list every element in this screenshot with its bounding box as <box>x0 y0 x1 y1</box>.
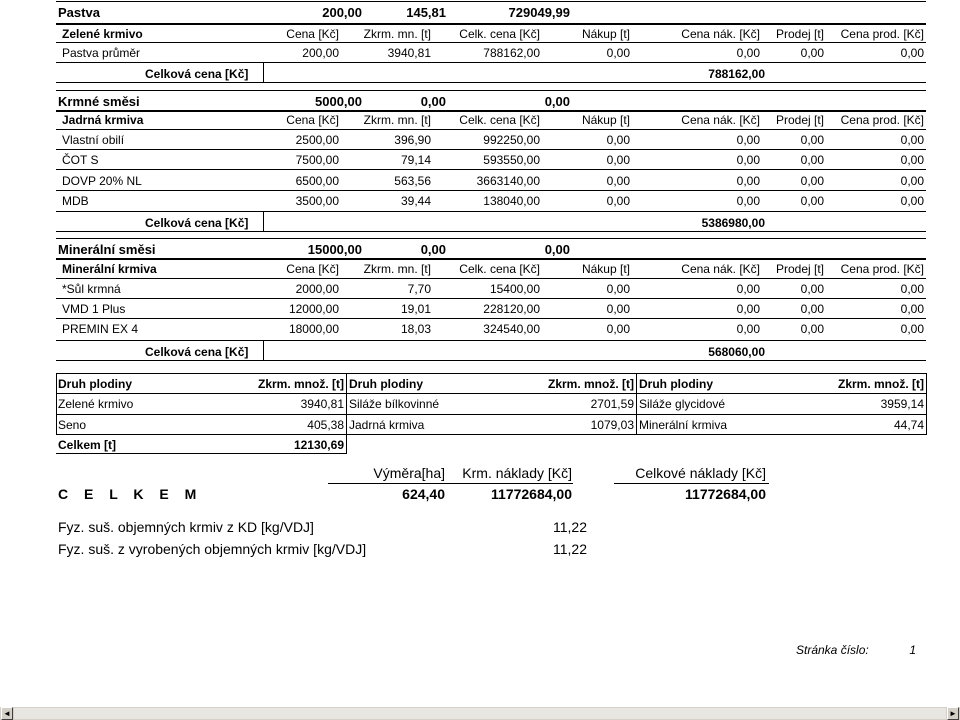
row-value: 0,00 <box>736 302 760 316</box>
rule <box>56 414 926 415</box>
rule <box>614 483 769 484</box>
summary-amount: 3959,14 <box>880 397 924 411</box>
column-header: Celkové náklady [Kč] <box>635 465 766 481</box>
summary-total-value: 12130,69 <box>293 438 344 452</box>
celkem-krm-naklady: 11772684,00 <box>491 486 572 502</box>
column-header: Celk. cena [Kč] <box>459 27 540 41</box>
row-value: 12000,00 <box>288 302 339 316</box>
rule <box>56 453 347 454</box>
column-header: Zkrm. mn. [t] <box>363 113 431 127</box>
separator <box>263 62 264 82</box>
section-value: 145,81 <box>406 5 446 20</box>
rule <box>56 340 926 341</box>
row-value: 0,00 <box>800 282 824 296</box>
row-value: 0,00 <box>900 194 924 208</box>
row-value: 563,56 <box>394 174 431 188</box>
row-value: 324540,00 <box>483 322 540 336</box>
rule <box>56 238 926 239</box>
separator <box>263 211 264 231</box>
row-value: 0,00 <box>736 174 760 188</box>
rule <box>56 298 926 299</box>
summary-header: Zkrm. množ. [t] <box>548 377 634 391</box>
rule <box>56 110 926 112</box>
column-header: Nákup [t] <box>581 262 630 276</box>
section-title: Minerální směsi <box>58 242 156 257</box>
separator <box>346 373 347 435</box>
row-value: 0,00 <box>606 322 630 336</box>
column-header: Prodej [t] <box>775 27 824 41</box>
summary-header: Zkrm. množ. [t] <box>838 377 924 391</box>
summary-crop: Siláže bílkovinné <box>349 397 440 411</box>
metric-value: 11,22 <box>553 519 587 535</box>
row-value: 0,00 <box>900 46 924 60</box>
row-name: ČOT S <box>62 153 99 167</box>
row-value: 0,00 <box>606 133 630 147</box>
column-header: Prodej [t] <box>775 113 824 127</box>
row-name: *Sůl krmná <box>62 282 121 296</box>
row-value: 7500,00 <box>295 153 339 167</box>
total-label: Celková cena [Kč] <box>145 345 249 359</box>
scroll-right-button[interactable] <box>947 707 959 720</box>
page-label: Stránka číslo: <box>796 643 869 657</box>
summary-header: Druh plodiny <box>639 377 713 391</box>
rule <box>56 82 926 83</box>
column-header: Cena [Kč] <box>286 262 339 276</box>
row-value: 788162,00 <box>483 46 540 60</box>
column-header: Zkrm. mn. [t] <box>363 27 431 41</box>
rule <box>56 393 926 394</box>
row-value: 3500,00 <box>295 194 339 208</box>
section-value: 5000,00 <box>315 94 362 109</box>
column-header: Cena prod. [Kč] <box>840 27 924 41</box>
column-header: Zkrm. mn. [t] <box>363 262 431 276</box>
rule <box>56 278 926 279</box>
metric-label: Fyz. suš. objemných krmiv z KD [kg/VDJ] <box>58 519 314 535</box>
row-value: 0,00 <box>606 302 630 316</box>
metric-label: Fyz. suš. z vyrobených objemných krmiv [kg/VDJ] <box>58 541 367 557</box>
section-value: 200,00 <box>322 5 362 20</box>
row-value: 0,00 <box>736 133 760 147</box>
row-value: 15400,00 <box>489 282 540 296</box>
row-value: 0,00 <box>736 194 760 208</box>
row-value: 3663140,00 <box>476 174 540 188</box>
column-header: Cena [Kč] <box>286 27 339 41</box>
column-header: Celk. cena [Kč] <box>459 113 540 127</box>
row-value: 0,00 <box>736 282 760 296</box>
row-value: 0,00 <box>800 46 824 60</box>
rule <box>56 231 926 232</box>
summary-crop: Zelené krmivo <box>58 397 134 411</box>
column-header: Krm. náklady [Kč] <box>462 465 572 481</box>
summary-box <box>56 373 927 435</box>
row-value: 0,00 <box>900 302 924 316</box>
column-header: Výměra[ha] <box>373 465 445 481</box>
row-value: 0,00 <box>606 153 630 167</box>
section-value: 15000,00 <box>307 242 362 257</box>
rule <box>56 42 926 43</box>
row-value: 992250,00 <box>483 133 540 147</box>
row-name: PREMIN EX 4 <box>62 322 139 336</box>
row-value: 0,00 <box>900 174 924 188</box>
row-value: 7,70 <box>407 282 431 296</box>
row-value: 6500,00 <box>295 174 339 188</box>
rule <box>328 483 573 484</box>
row-value: 18,03 <box>400 322 431 336</box>
left-arrow-icon: ◄ <box>3 709 11 718</box>
total-value: 5386980,00 <box>701 216 765 230</box>
column-header: Celk. cena [Kč] <box>459 262 540 276</box>
column-header: Minerální krmiva <box>62 262 157 276</box>
column-header: Cena nák. [Kč] <box>681 27 760 41</box>
row-value: 0,00 <box>800 302 824 316</box>
row-value: 228120,00 <box>483 302 540 316</box>
rule <box>56 169 926 170</box>
row-value: 19,01 <box>400 302 431 316</box>
row-value: 396,90 <box>394 133 431 147</box>
rule <box>56 1 926 2</box>
scroll-track[interactable] <box>14 708 946 719</box>
row-value: 593550,00 <box>483 153 540 167</box>
summary-amount: 44,74 <box>893 418 924 432</box>
total-label: Celková cena [Kč] <box>145 67 249 81</box>
row-value: 200,00 <box>302 46 339 60</box>
celkem-title: C E L K E M <box>58 486 203 502</box>
rule <box>56 318 926 319</box>
section-value: 0,00 <box>420 242 446 257</box>
row-value: 0,00 <box>800 133 824 147</box>
summary-amount: 1079,03 <box>590 418 634 432</box>
row-value: 0,00 <box>800 174 824 188</box>
column-header: Cena nák. [Kč] <box>681 262 760 276</box>
section-value: 729049,99 <box>508 5 570 20</box>
row-value: 0,00 <box>800 322 824 336</box>
row-value: 0,00 <box>736 322 760 336</box>
row-value: 0,00 <box>900 322 924 336</box>
row-name: MDB <box>62 194 89 208</box>
scroll-left-button[interactable] <box>1 707 13 720</box>
section-value: 0,00 <box>420 94 446 109</box>
summary-amount: 3940,81 <box>300 397 344 411</box>
summary-header: Druh plodiny <box>349 377 423 391</box>
summary-crop: Seno <box>58 418 87 432</box>
summary-crop: Siláže glycidové <box>639 397 726 411</box>
summary-header: Zkrm. množ. [t] <box>258 377 344 391</box>
total-value: 568060,00 <box>708 345 765 359</box>
rule <box>56 149 926 150</box>
summary-crop: Jadrná krmiva <box>349 418 425 432</box>
column-header: Nákup [t] <box>581 113 630 127</box>
column-header: Cena prod. [Kč] <box>840 262 924 276</box>
summary-header: Druh plodiny <box>58 377 132 391</box>
row-name: Pastva průměr <box>62 46 141 60</box>
rule <box>56 129 926 130</box>
row-value: 0,00 <box>606 174 630 188</box>
rule <box>56 62 926 63</box>
right-arrow-icon: ► <box>949 709 957 718</box>
column-header: Zelené krmivo <box>62 27 143 41</box>
row-value: 0,00 <box>606 194 630 208</box>
row-value: 0,00 <box>900 282 924 296</box>
column-header: Prodej [t] <box>775 262 824 276</box>
rule <box>56 360 926 361</box>
section-value: 0,00 <box>544 94 570 109</box>
section-value: 0,00 <box>544 242 570 257</box>
row-value: 0,00 <box>736 153 760 167</box>
celkem-celkove-naklady: 11772684,00 <box>685 486 766 502</box>
column-header: Cena nák. [Kč] <box>681 113 760 127</box>
separator <box>263 340 264 360</box>
celkem-vymera: 624,40 <box>402 486 445 502</box>
total-value: 788162,00 <box>708 67 765 81</box>
row-value: 0,00 <box>800 194 824 208</box>
row-name: Vlastní obilí <box>62 133 125 147</box>
summary-amount: 405,38 <box>307 418 344 432</box>
row-value: 0,00 <box>736 46 760 60</box>
row-value: 18000,00 <box>288 322 339 336</box>
section-title: Krmné směsi <box>58 94 140 109</box>
row-value: 0,00 <box>900 153 924 167</box>
summary-total-label: Celkem [t] <box>58 438 117 452</box>
column-header: Jadrná krmiva <box>62 113 144 127</box>
separator <box>346 435 347 453</box>
row-value: 79,14 <box>400 153 431 167</box>
row-value: 0,00 <box>800 153 824 167</box>
rule <box>56 211 926 212</box>
row-value: 0,00 <box>606 282 630 296</box>
column-header: Nákup [t] <box>581 27 630 41</box>
separator <box>636 373 637 435</box>
total-label: Celková cena [Kč] <box>145 216 249 230</box>
column-header: Cena [Kč] <box>286 113 339 127</box>
rule <box>56 23 926 25</box>
row-value: 0,00 <box>900 133 924 147</box>
horizontal-scrollbar[interactable] <box>0 706 960 720</box>
page-number: 1 <box>909 643 916 657</box>
row-value: 2500,00 <box>295 133 339 147</box>
rule <box>56 258 926 260</box>
section-title: Pastva <box>58 5 100 20</box>
metric-value: 11,22 <box>553 541 587 557</box>
rule <box>56 190 926 191</box>
row-value: 2000,00 <box>295 282 339 296</box>
row-value: 39,44 <box>400 194 431 208</box>
column-header: Cena prod. [Kč] <box>840 113 924 127</box>
row-value: 3940,81 <box>387 46 431 60</box>
row-value: 0,00 <box>606 46 630 60</box>
row-name: DOVP 20% NL <box>62 174 142 188</box>
summary-amount: 2701,59 <box>590 397 634 411</box>
rule <box>56 90 926 91</box>
summary-crop: Minerální krmiva <box>639 418 728 432</box>
row-name: VMD 1 Plus <box>62 302 126 316</box>
row-value: 138040,00 <box>483 194 540 208</box>
